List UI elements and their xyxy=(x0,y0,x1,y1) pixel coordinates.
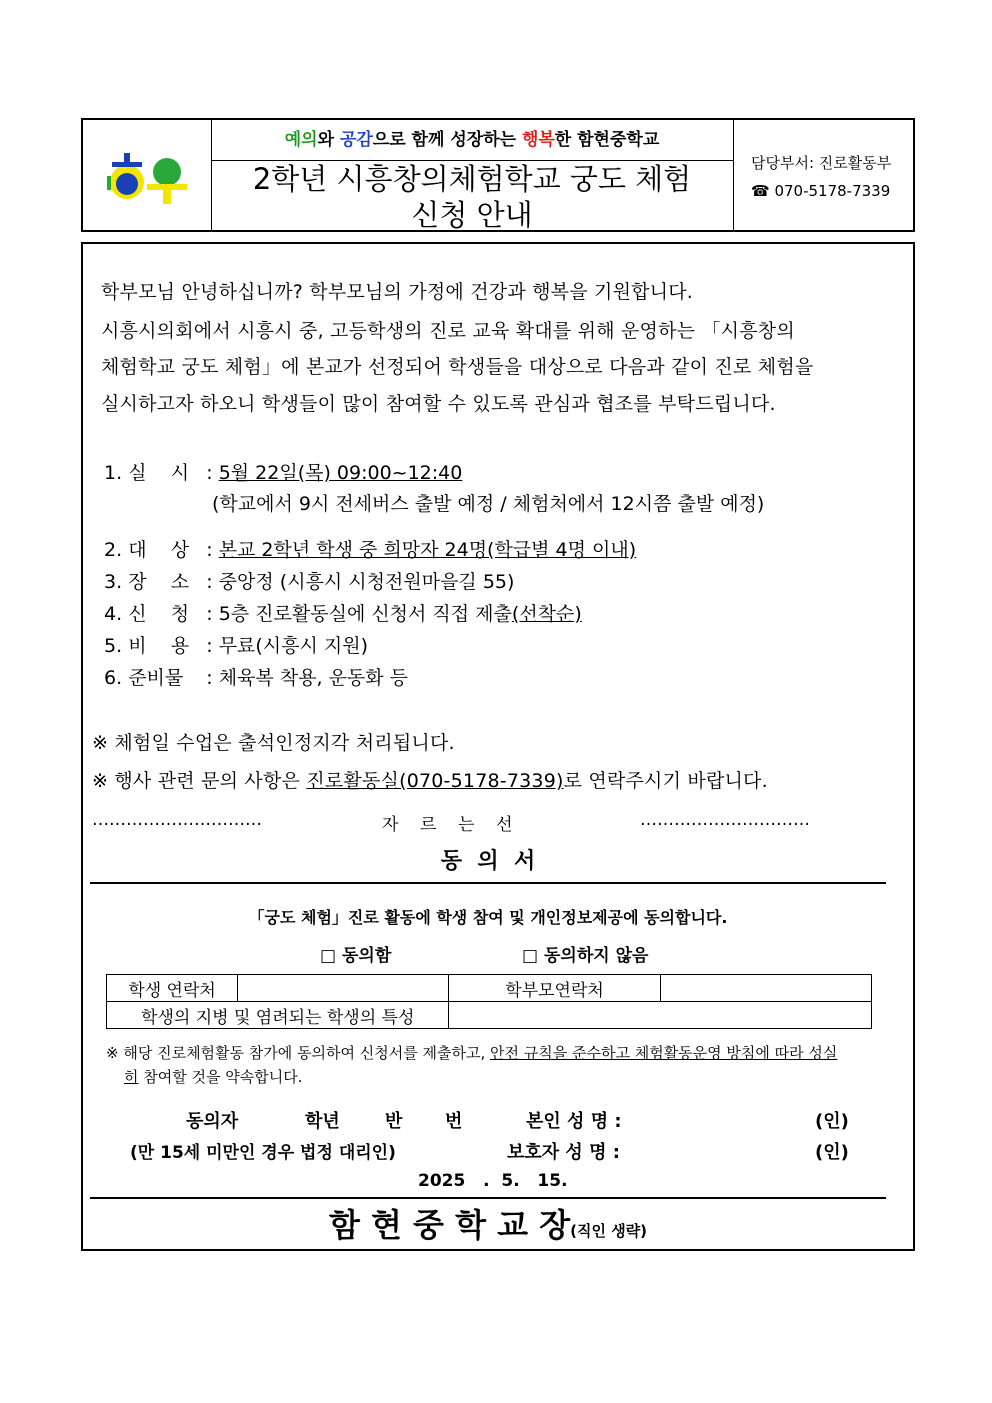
slogan-part: 예의 xyxy=(284,130,318,150)
principal-signature xyxy=(90,1200,886,1246)
disagree-checkbox[interactable]: □ 동의하지 않음 xyxy=(522,946,649,966)
item-number: 1. xyxy=(104,462,123,484)
seal-1: (인) xyxy=(815,1111,849,1132)
item-number: 5. xyxy=(104,635,123,657)
pledge-post: 참여할 것을 약속합니다. xyxy=(138,1068,303,1086)
proxy-note: (만 15세 미만인 경우 법정 대리인) xyxy=(130,1143,396,1163)
item-value-underlined: (선착순) xyxy=(511,603,582,625)
header-box xyxy=(81,118,915,232)
cut-line-dots-right: ………………………… xyxy=(640,810,810,830)
item-value: 중앙정 (시흥시 시청전원마을길 55) xyxy=(218,571,515,593)
item-value: 무료(시흥시 지원) xyxy=(218,635,369,657)
logo-cell xyxy=(83,120,212,230)
student-contact-label: 학생 연락처 xyxy=(107,975,238,1002)
title-line-2: 신청 안내 xyxy=(411,198,533,232)
item-number: 6. xyxy=(104,667,123,689)
item-1: 1. 실 시 : 5월 22일(목) 09:00~12:40 xyxy=(104,458,462,485)
pledge-underlined: 안전 규칙을 준수하고 체험활동운영 방침에 따라 성실 xyxy=(490,1044,838,1062)
title-cell xyxy=(211,120,734,230)
note-inquiry-contact: 진로활동실(070-5178-7339) xyxy=(306,770,564,792)
note-attendance: ※ 체험일 수업은 출석인정지각 처리됩니다. xyxy=(92,732,455,754)
intro-line-1: 학부모님 안녕하십니까? 학부모님의 가정에 건강과 행복을 기원합니다. xyxy=(101,281,694,303)
signature-divider xyxy=(90,1197,886,1199)
item-label: 대 상 xyxy=(128,539,190,561)
item-3: 3. 장 소 : 중앙정 (시흥시 시청전원마을길 55) xyxy=(104,567,514,594)
item-2: 2. 대 상 : 본교 2학년 학생 중 희망자 24명(학급별 4명 이내) xyxy=(104,535,636,562)
school-logo-icon xyxy=(83,120,211,230)
item-label: 신 청 xyxy=(128,603,190,625)
class-label: 반 xyxy=(385,1111,403,1132)
school-slogan xyxy=(211,120,733,161)
intro-line-4: 실시하고자 하오니 학생들이 많이 참여할 수 있도록 관심과 협조를 부탁드립니다. xyxy=(101,393,776,415)
principal-title: 함 현 중 학 교 장 xyxy=(328,1206,571,1244)
item-1-sub: (학교에서 9시 전세버스 출발 예정 / 체험처에서 12시쯤 출발 예정) xyxy=(212,493,765,515)
title-line-1: 2학년 시흥창의체험학교 궁도 체험 xyxy=(252,162,692,196)
date: 2025 . 5. 15. xyxy=(418,1171,568,1191)
parent-contact-field[interactable] xyxy=(660,975,871,1002)
guardian-name-label: 보호자 성 명 : xyxy=(507,1142,620,1163)
contact-phone xyxy=(751,182,890,200)
item-number: 3. xyxy=(104,571,123,593)
phone-number: 070-5178-7339 xyxy=(774,182,891,200)
parent-contact-label: 학부모연락처 xyxy=(449,975,660,1002)
contact-table xyxy=(106,974,872,1029)
condition-label: 학생의 지병 및 염려되는 학생의 특성 xyxy=(107,1002,449,1029)
item-value: 5월 22일(목) 09:00~12:40 xyxy=(218,462,463,484)
slogan-part: 공감 xyxy=(339,130,373,150)
item-label: 실 시 xyxy=(128,462,190,484)
note-inquiry-post: 로 연락주시기 바랍니다. xyxy=(563,770,768,792)
item-5: 5. 비 용 : 무료(시흥시 지원) xyxy=(104,631,368,658)
cut-line-label: 자 르 는 선 xyxy=(382,815,513,835)
intro-line-2: 시흥시의회에서 시흥시 중, 고등학생의 진로 교육 확대를 위해 운영하는 「시흥창의 xyxy=(101,320,795,342)
intro-line-3: 체험학교 궁도 체험」에 본교가 선정되어 학생들을 대상으로 다음과 같이 진로 체험을 xyxy=(101,356,814,378)
slogan-part: 한 함현중학교 xyxy=(554,130,660,150)
slogan-part: 와 xyxy=(317,130,340,150)
item-number: 2. xyxy=(104,539,123,561)
page-title xyxy=(211,161,733,233)
slogan-part: 으로 함께 성장하는 xyxy=(372,130,522,150)
consent-divider xyxy=(90,882,886,884)
seal-2: (인) xyxy=(815,1142,849,1163)
consent-title: 동 의 서 xyxy=(440,849,536,874)
self-name-label: 본인 성 명 : xyxy=(526,1111,622,1132)
pledge-pre: ※ 해당 진로체험활동 참가에 동의하여 신청서를 제출하고, xyxy=(106,1044,490,1062)
phone-icon: ☎ xyxy=(751,182,770,200)
signer-label: 동의자 xyxy=(186,1111,239,1132)
principal-note: (직인 생략) xyxy=(570,1222,648,1240)
contact-cell xyxy=(733,120,913,230)
item-4: 4. 신 청 : 5층 진로활동실에 신청서 직접 제출(선착순) xyxy=(104,599,582,626)
department: 담당부서: 진로활동부 xyxy=(751,154,892,172)
item-number: 4. xyxy=(104,603,123,625)
student-contact-field[interactable] xyxy=(238,975,449,1002)
pledge-underlined-2: 히 xyxy=(124,1068,139,1086)
item-label: 준비물 xyxy=(128,667,184,689)
consent-statement: 「궁도 체험」진로 활동에 학생 참여 및 개인정보제공에 동의합니다. xyxy=(248,908,728,927)
pledge-line-2 xyxy=(124,1066,302,1087)
cut-line-dots-left: ………………………… xyxy=(92,810,262,830)
grade-label: 학년 xyxy=(305,1111,340,1132)
agree-checkbox[interactable]: □ 동의함 xyxy=(320,946,392,966)
item-value: 5층 진로활동실에 신청서 직접 제출 xyxy=(218,603,512,625)
item-value: 체육복 착용, 운동화 등 xyxy=(218,667,409,689)
number-label: 번 xyxy=(445,1111,463,1132)
note-inquiry-pre: ※ 행사 관련 문의 사항은 xyxy=(92,770,307,792)
item-label: 비 용 xyxy=(128,635,190,657)
item-label: 장 소 xyxy=(128,571,190,593)
condition-field[interactable] xyxy=(449,1002,872,1029)
pledge-line-1 xyxy=(106,1042,837,1063)
slogan-part: 행복 xyxy=(521,130,555,150)
item-value: 본교 2학년 학생 중 희망자 24명(학급별 4명 이내) xyxy=(218,539,637,561)
note-inquiry xyxy=(92,766,768,793)
item-6: 6. 준비물 : 체육복 착용, 운동화 등 xyxy=(104,663,408,690)
